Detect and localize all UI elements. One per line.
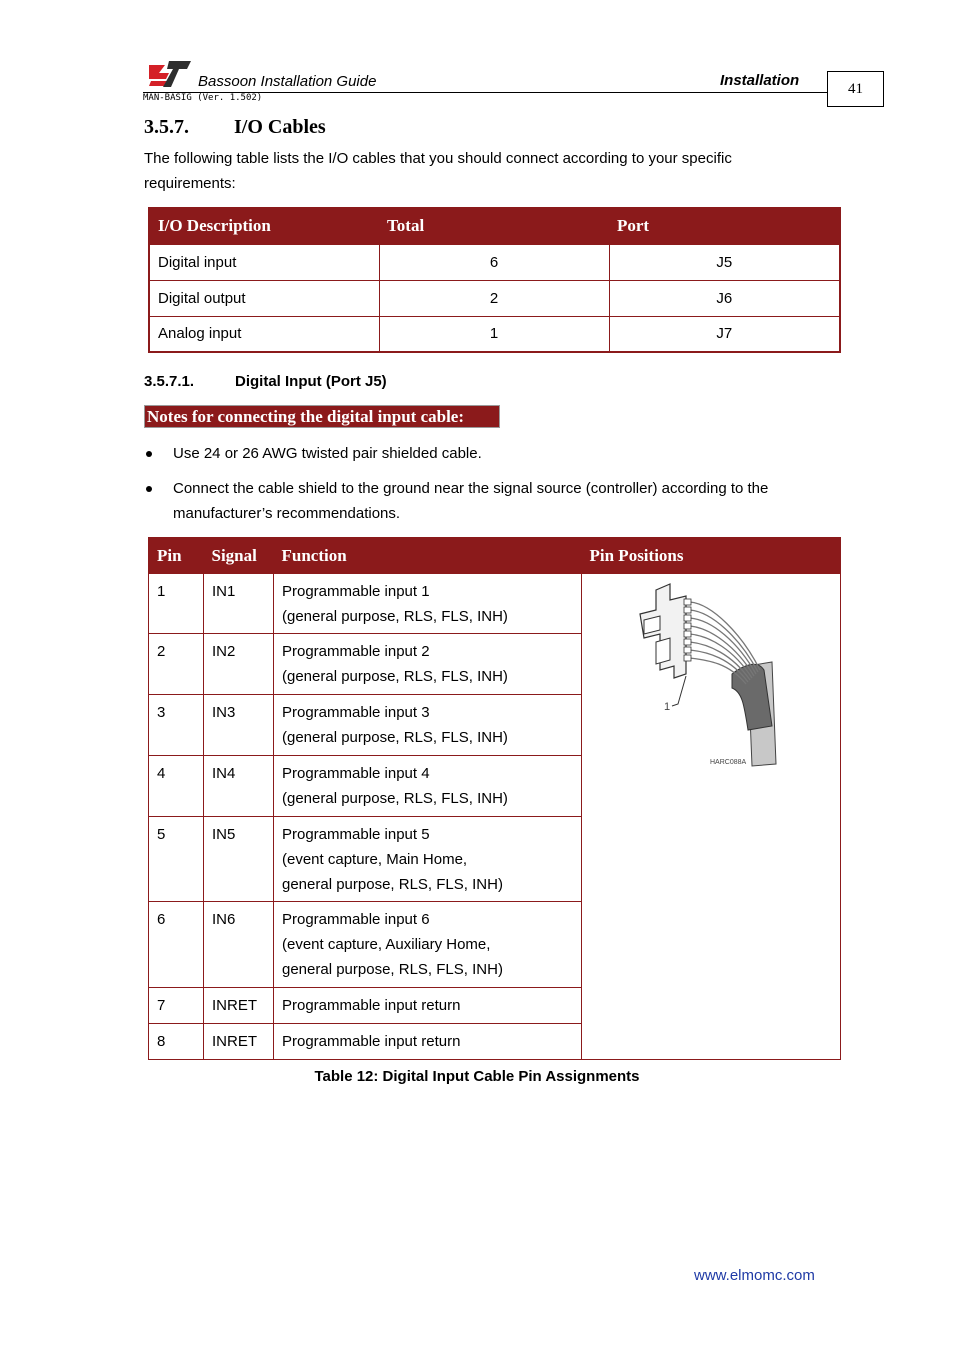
- function-line: (event capture, Auxiliary Home,: [282, 936, 491, 953]
- io-total: 6: [379, 244, 609, 280]
- function-line: (event capture, Main Home,: [282, 851, 468, 868]
- io-total: 1: [379, 316, 609, 352]
- doc-title: Bassoon Installation Guide: [198, 73, 377, 90]
- list-item: [144, 476, 844, 526]
- elmo-logo: [149, 59, 191, 89]
- pin-number: 2: [149, 634, 204, 695]
- pin-number: 5: [149, 817, 204, 902]
- column-header: Signal: [204, 538, 274, 574]
- doc-version: MAN-BASIG (Ver. 1.502): [143, 93, 263, 103]
- bullet-list: [144, 441, 844, 536]
- website-link[interactable]: www.elmomc.com: [694, 1267, 815, 1284]
- column-header: Total: [379, 208, 609, 244]
- pin-number: 4: [149, 756, 204, 817]
- pin-one-label: 1: [664, 701, 671, 713]
- pin-assignment-table: [148, 537, 841, 1060]
- section-title: I/O Cables: [234, 116, 326, 138]
- notes-banner: Notes for connecting the digital input cable:: [144, 405, 500, 428]
- connector-cable-diagram: [582, 574, 840, 774]
- io-description: Analog input: [149, 316, 379, 352]
- function-line: Programmable input 2: [282, 643, 430, 660]
- function-line: Programmable input 1: [282, 583, 430, 600]
- section-heading: [144, 116, 326, 139]
- pin-signal: IN6: [204, 902, 274, 988]
- function-line: Programmable input 6: [282, 911, 430, 928]
- subsection-heading: [144, 373, 387, 390]
- bullet-icon: [146, 451, 152, 457]
- pin-number: 1: [149, 574, 204, 634]
- table-row: [149, 280, 840, 316]
- pin-function: [274, 1024, 582, 1060]
- column-header: I/O Description: [149, 208, 379, 244]
- pin-signal: INRET: [204, 1024, 274, 1060]
- function-line: Programmable input 3: [282, 704, 430, 721]
- column-header: Port: [609, 208, 840, 244]
- page-number: 41: [827, 71, 884, 107]
- pin-positions-cell: [582, 574, 841, 1060]
- function-line: Programmable input 5: [282, 826, 430, 843]
- io-port: J7: [609, 316, 840, 352]
- table-header-row: [149, 538, 841, 574]
- header-section-name: Installation: [720, 72, 800, 89]
- pin-function: [274, 988, 582, 1024]
- bullet-text: Connect the cable shield to the ground near the signal source (controller) according to the manufacturer’s recommendations.: [173, 480, 769, 522]
- function-line: (general purpose, RLS, FLS, INH): [282, 608, 508, 625]
- column-header: Pin Positions: [582, 538, 841, 574]
- function-line: general purpose, RLS, FLS, INH): [282, 876, 503, 893]
- pin-number: 3: [149, 695, 204, 756]
- io-description: Digital input: [149, 244, 379, 280]
- pin-signal: IN1: [204, 574, 274, 634]
- bullet-text: Use 24 or 26 AWG twisted pair shielded cable.: [173, 445, 482, 462]
- function-line: Programmable input return: [282, 1033, 461, 1050]
- table-row: [149, 316, 840, 352]
- column-header: Function: [274, 538, 582, 574]
- subsection-title: Digital Input (Port J5): [235, 373, 387, 390]
- io-cables-table: [148, 207, 841, 353]
- function-line: (general purpose, RLS, FLS, INH): [282, 668, 508, 685]
- io-total: 2: [379, 280, 609, 316]
- subsection-number: 3.5.7.1.: [144, 373, 195, 390]
- pin-function: [274, 574, 582, 634]
- table-row: [149, 244, 840, 280]
- pin-signal: IN3: [204, 695, 274, 756]
- pin-function: [274, 756, 582, 817]
- figure-code: HARC088A: [710, 759, 747, 766]
- pin-number: 8: [149, 1024, 204, 1060]
- table-header-row: [149, 208, 840, 244]
- function-line: (general purpose, RLS, FLS, INH): [282, 729, 508, 746]
- pin-signal: IN4: [204, 756, 274, 817]
- pin-number: 6: [149, 902, 204, 988]
- io-description: Digital output: [149, 280, 379, 316]
- bullet-icon: [146, 486, 152, 492]
- pin-signal: IN2: [204, 634, 274, 695]
- pin-signal: IN5: [204, 817, 274, 902]
- list-item: [144, 441, 844, 466]
- intro-paragraph: The following table lists the I/O cables that you should connect according to your specific requirements:: [144, 150, 732, 192]
- page-header: [143, 56, 885, 110]
- io-port: J6: [609, 280, 840, 316]
- column-header: Pin: [149, 538, 204, 574]
- table-row: [149, 574, 841, 634]
- pin-function: [274, 817, 582, 902]
- pin-function: [274, 902, 582, 988]
- function-line: general purpose, RLS, FLS, INH): [282, 961, 503, 978]
- function-line: (general purpose, RLS, FLS, INH): [282, 790, 508, 807]
- function-line: Programmable input return: [282, 997, 461, 1014]
- pin-function: [274, 695, 582, 756]
- pin-signal: INRET: [204, 988, 274, 1024]
- pin-number: 7: [149, 988, 204, 1024]
- function-line: Programmable input 4: [282, 765, 430, 782]
- section-number: 3.5.7.: [144, 116, 189, 138]
- pin-function: [274, 634, 582, 695]
- table-caption: Table 12: Digital Input Cable Pin Assignments: [314, 1068, 640, 1085]
- io-port: J5: [609, 244, 840, 280]
